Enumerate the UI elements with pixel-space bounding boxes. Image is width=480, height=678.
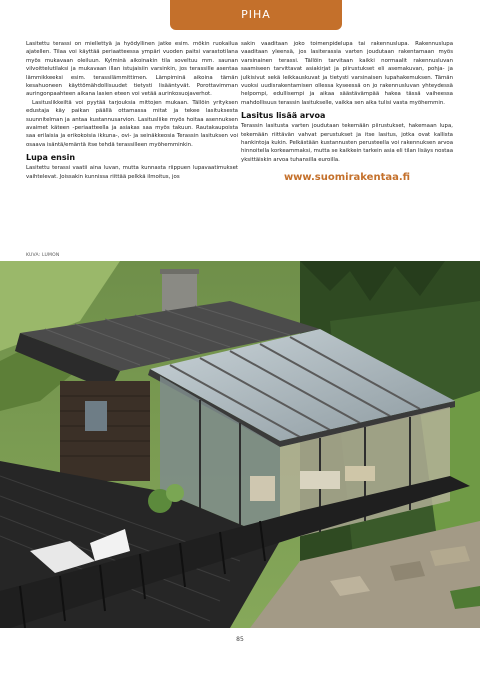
article-paragraph: Lasitettu terassi vaatii aina luvan, mutta kunnasta riippuen lupavaatimukset vaihtelevat. Joissakin kunnissa riittää pelkkä ilmoitus, jos	[26, 165, 238, 180]
page-number: 85	[236, 636, 244, 643]
article-column-left	[26, 40, 238, 181]
lasitus-heading: Lasitus lisää arvoa	[241, 111, 326, 121]
website-link[interactable]: www.suomirakentaa.fi	[283, 172, 411, 184]
article-column-right	[241, 40, 453, 183]
article-paragraph: sakin vaaditaan joko toimenpidelupa tai rakennuslupa. Rakennuslupa vaaditaan yleensä, jos lasiterassia varten joudutaan rakentamaan myös varsinainen terassi. Tällöin tarvitaan kaikki normaalit rakennusluvan saamiseen tarvittavat asiakirjat ja piirustukset eli asemakuvan, pohja- ja julkisivut sekä leikkauskuvat ja tietysti varsinaisen lupahakemuksen. Tämän vuoksi uudisrakentamisen ollessa kyseessä on jo rakennusluvan yhteydessä helpompi, edullisempi ja aikaa säästävämpää hakea tässä vaiheessa mahdollisuus terassin lasitukselle, vaikka sen aika tulisi vasta myöhemmin.	[241, 41, 453, 106]
section-header-tab	[170, 0, 342, 30]
article-paragraph: Terassin lasitusta varten joudutaan tekemään piirustukset, hakemaan lupa, tekemään riittävän vahvat perustukset ja itse lasitus, jotka ovat kallista hankintoja kukin. Pelkästään kustannusten perusteella voi rakennuksen arvoa hinnoitella korkeammaksi, mutta se kaikkein tarkein asia eli tilan lisäys nostaa yksittäiskin arvoa tuhansilla euroilla.	[241, 123, 453, 163]
article-paragraph: Lasitettu terassi on miellettyä ja hyödyllinen jatke esim. mökin ruokailua ajatellen. Tilaa voi käyttää periaatteessa ympäri vuoden paitsi varastotilana myös mukavaan oleiluun. Kylminä aikoinakin tila soveltuu mm. saunan vilvoittelutilaksi ja mukavaan illan istujaisiin varsinkin, jos terassille asentaa lämmikkeeksi esim. terassilämmittimen. Lämpiminä aikoina tämän kesahuoneen käyttömähdollisuudet tietysti lisääntyvät. Porottavimman auringonpaahteen aikana lasien eteen voi vetää aurinkosuojaverhot.	[26, 41, 238, 98]
photo-credit: KUVA: LUMON	[26, 253, 60, 258]
article-paragraph: Lasituslikkeiltä voi pyytää tarjouksia mittojen mukaan. Tällöin yrityksen edustaja käy paikan päällä ottamassa mitat ja tekee lasituksesta suunnitelman ja antaa kustannusarvion. Lasitusliike myös hoitaa asennuksen avaimet käteen -periaatteella ja asiakas saa myös takuun. Rautakaupoista saa erilaisia ja erikokoisia ikkuna-, ovi- ja seinäkkeosia Terassin lasituksen voi osaava isäntä/emäntä itse tehdä terassilleen myöhemminkin.	[26, 99, 238, 148]
glazed-terrace-photo	[0, 261, 480, 628]
section-title: PIHA	[241, 8, 271, 21]
lupa-heading: Lupa ensin	[26, 153, 76, 163]
